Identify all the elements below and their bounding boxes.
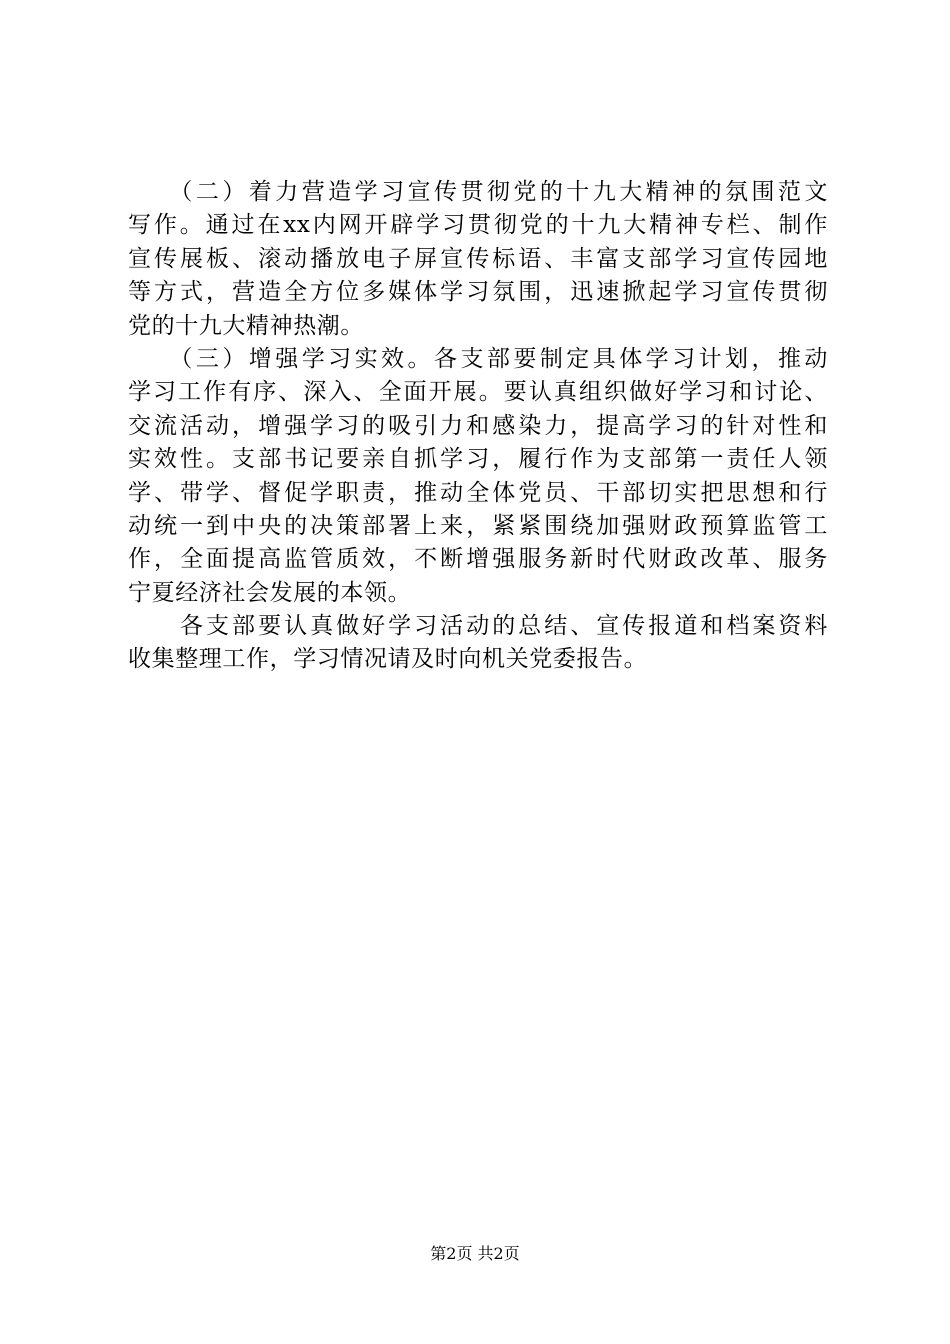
paragraph-line: 收集整理工作，学习情况请及时向机关党委报告。	[128, 646, 648, 673]
paragraph-line: 党的十九大精神热潮。	[128, 312, 364, 339]
paragraph-line: 作，全面提高监管质效，不断增强服务新时代财政改革、服务	[128, 546, 828, 573]
paragraph-line: （二）着力营造学习宣传贯彻党的十九大精神的氛围范文	[128, 179, 828, 205]
paragraph-line: 动统一到中央的决策部署上来，紧紧围绕加强财政预算监管工	[128, 512, 828, 539]
paragraph-line: 宁夏经济社会发展的本领。	[128, 579, 412, 606]
paragraph-line: 等方式，营造全方位多媒体学习氛围，迅速掀起学习宣传贯彻	[128, 279, 828, 306]
paragraph-line: 实效性。支部书记要亲自抓学习，履行作为支部第一责任人领	[128, 446, 828, 473]
paragraph-line: 各支部要认真做好学习活动的总结、宣传报道和档案资料	[128, 613, 828, 640]
document-body	[128, 176, 828, 677]
paragraph-line: 学、带学、督促学职责，推动全体党员、干部切实把思想和行	[128, 479, 828, 506]
paragraph-line: 交流活动，增强学习的吸引力和感染力，提高学习的针对性和	[128, 412, 828, 439]
page-number-footer: 第2页 共2页	[430, 1244, 520, 1263]
paragraph-line: 写作。通过在xx内网开辟学习贯彻党的十九大精神专栏、制作	[128, 212, 828, 239]
paragraph-line: 学习工作有序、深入、全面开展。要认真组织做好学习和讨论、	[128, 379, 828, 406]
paragraph-line: （三）增强学习实效。各支部要制定具体学习计划，推动	[128, 345, 828, 372]
paragraph-line: 宣传展板、滚动播放电子屏宣传标语、丰富支部学习宣传园地	[128, 245, 828, 272]
